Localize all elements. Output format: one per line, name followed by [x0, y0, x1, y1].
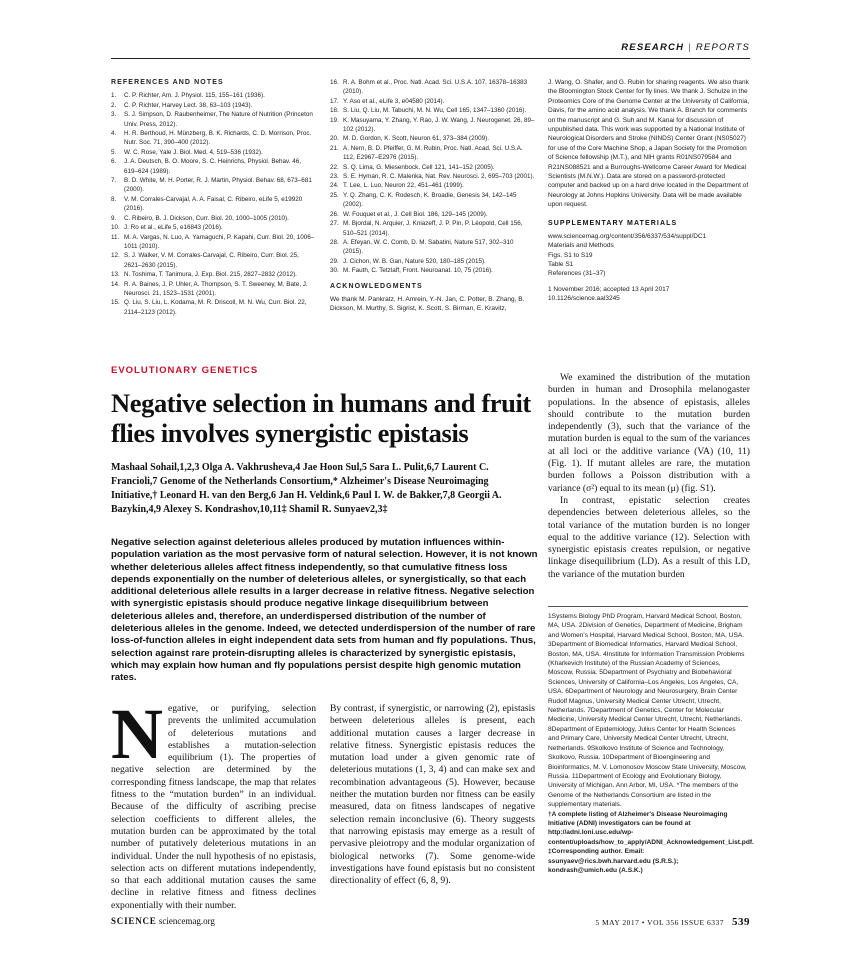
corresponding-author-note: ‡Corresponding author. Email: ssunyaev@rics.bwh.harvard.edu (S.R.S.); kondrash@umich.edu (A.S.K.)	[548, 848, 679, 874]
issue-info: 5 MAY 2017 • VOL 356 ISSUE 6337	[595, 918, 724, 927]
reference-text: C. Ribeiro, B. J. Dickson, Curr. Biol. 20, 1000–1005 (2010).	[124, 214, 289, 222]
reference-number: 5.	[111, 148, 117, 156]
reference-text: R. A. Bohm et al., Proc. Natl. Acad. Sci. U.S.A. 107, 16378–16383 (2010).	[343, 79, 528, 96]
reference-text: Y. Aso et al., eLife 3, e04580 (2014).	[343, 97, 445, 105]
reference-number: 24.	[330, 182, 339, 190]
reference-item	[330, 163, 535, 172]
reference-text: V. M. Corrales-Carvajal, A. A. Faisal, C. Ribeiro, eLife 5, e19920 (2016).	[124, 195, 303, 213]
reference-text: J. Cichon, W. B. Gan, Nature 520, 180–185 (2015).	[343, 257, 486, 265]
reference-number: 1.	[111, 92, 117, 100]
reference-item	[111, 214, 316, 223]
reference-item	[111, 157, 316, 176]
body-paragraph-3: We examined the distribution of the mutation burden in human and Drosophila melanogaster populations. In the absence of epistasis, alleles should contribute to the mutation burden independently (3), such that the variance of the mutation burden is equal to the sum of the variances at all loci or the additive variance (VA) (10, 11) (Fig. 1). If mutant alleles are rare, the mutation burden follows a Poisson distribution with a variance (σ²) equal to its mean (μ) (fig. S1).	[548, 372, 750, 494]
reference-item	[111, 101, 316, 110]
reference-text: H. R. Berthoud, H. Münzberg, B. K. Richards, C. D. Morrison, Proc. Nutr. Soc. 71, 390–400 (2012).	[124, 130, 312, 147]
reference-text: C. P. Richter, Harvey Lect. 38, 63–103 (1943).	[124, 101, 253, 109]
reference-number: 3.	[111, 111, 117, 119]
abstract: Negative selection against deleterious alleles produced by mutation influences within-population variation as the most pervasive form of natural selection. However, it is not known whether deleterious alleles affect fitness independently, so that cumulative fitness loss depends exponentially on the number of deleterious alleles, or synergistically, so that each additional deleterious allele results in a larger decrease in relative fitness. Negative selection with synergistic epistasis should produce negative linkage disequilibrium between deleterious alleles and, therefore, an underdispersed distribution of the number of deleterious alleles in the genome. Indeed, we detected underdispersion of the number of rare loss-of-function alleles in eight independent data sets from human and fly populations. Thus, selection against rare protein-disrupting alleles is characterized by synergistic epistasis, which may explain how human and fly populations persist despite high genomic mutation rates.	[111, 537, 538, 684]
reference-text: J. A. Deutsch, B. O. Moore, S. C. Heinrichs, Physiol. Behav. 46, 619–624 (1989).	[124, 158, 301, 175]
reference-item	[330, 257, 535, 266]
reference-item	[111, 129, 316, 148]
journal-site: sciencemag.org	[158, 916, 215, 926]
supplementary-line: Materials and Methods	[548, 242, 614, 250]
reference-text: R. A. Baines, J. P. Uhler, A. Thompson, S. T. Sweeney, M. Bate, J. Neurosci. 21, 1523–1531 (2001).	[124, 280, 308, 297]
supplementary-list	[548, 232, 750, 279]
reference-number: 17.	[330, 97, 339, 105]
reference-text: M. D. Gordon, K. Scott, Neuron 61, 373–384 (2009).	[343, 135, 489, 143]
reference-text: S. E. Hyman, R. C. Malenka, Nat. Rev. Neurosci. 2, 695–703 (2001).	[343, 173, 535, 181]
supplementary-line[interactable]: www.sciencemag.org/content/356/6337/534/suppl/DC1	[548, 232, 707, 240]
author-list: Mashaal Sohail,1,2,3 Olga A. Vakhrusheva,4 Jae Hoon Sul,5 Sara L. Pulit,6,7 Laurent C. Francioli,7 Genome of the Netherlands Consortium,* Alzheimer's Disease Neuroimaging Initiative,† Leonard H. van den Berg,6 Jan H. Veldink,6 Paul I. W. de Bakker,7,8 Georgii A. Bazykin,4,9 Alexey S. Kondrashov,10,11‡ Shamil R. Sunyaev2,3‡	[111, 462, 502, 515]
supplementary-line: Figs. S1 to S19	[548, 251, 593, 259]
reference-text: A. Efeyan, W. C. Comb, D. M. Sabatini, Nature 517, 302–310 (2015).	[343, 238, 514, 256]
reference-text: T. Lee, L. Luo, Neuron 22, 451–461 (1999).	[343, 182, 464, 190]
header-subsection: REPORTS	[695, 42, 750, 53]
reference-text: K. Masuyama, Y. Zhang, Y. Rao, J. W. Wang, J. Neurogenet. 26, 89–102 (2012).	[343, 116, 535, 134]
reference-item	[330, 97, 535, 106]
header-section: RESEARCH	[621, 42, 685, 53]
article-title: Negative selection in humans and fruit flies involves synergistic epistasis	[111, 388, 531, 448]
reference-item	[330, 191, 535, 210]
section-kicker: EVOLUTIONARY GENETICS	[111, 365, 259, 376]
reference-text: Q. Liu, S. Liu, L. Kodama, M. R. Driscoll, M. N. Wu, Curr. Biol. 22, 2114–2123 (2012).	[124, 299, 307, 316]
reference-item	[111, 110, 316, 129]
page-number: 539	[732, 916, 750, 928]
reference-item	[111, 223, 316, 232]
body-paragraph-1: egative, or purifying, selection prevents the unlimited accumulation of deleterious mutations and establishes a mutation-selection equilibrium (1). The properties of negative selection are determined by the corresponding fitness landscape, the map that relates fitness to the “mutation burden” in an individual. Because of the difficulty of ascribing precise selection coefficients to different alleles, the mutation burden can be approximated by the total number of putatively deleterious mutations in an individual. Under the null hypothesis of no epistasis, selection acts on different mutations independently, so that each additional mutation causes the same decline in relative fitness and fitness declines exponentially with their number.	[111, 703, 316, 911]
reference-item	[330, 172, 535, 181]
reference-number: 19.	[330, 116, 339, 124]
reference-number: 6.	[111, 158, 117, 166]
received-accepted-dates: 1 November 2016; accepted 13 April 2017	[548, 285, 670, 293]
drop-cap: N	[111, 694, 163, 774]
supplementary-heading: SUPPLEMENTARY MATERIALS	[548, 219, 678, 227]
reference-number: 13.	[111, 271, 120, 279]
reference-item	[330, 181, 535, 190]
reference-number: 14.	[111, 280, 120, 288]
reference-number: 21.	[330, 144, 339, 152]
reference-text: N. Toshima, T. Tanimura, J. Exp. Biol. 215, 2827–2832 (2012).	[124, 271, 297, 279]
supplementary-line: Table S1	[548, 260, 574, 268]
reference-item	[111, 298, 316, 317]
reference-item	[330, 78, 535, 97]
reference-item	[111, 195, 316, 214]
reference-item	[330, 144, 535, 163]
affiliations-rule	[548, 606, 748, 607]
body-column-3	[548, 372, 750, 581]
header-rule	[111, 58, 750, 59]
doi: 10.1126/science.aal3245	[548, 295, 620, 303]
reference-number: 28.	[330, 238, 339, 246]
reference-number: 12.	[111, 252, 120, 260]
reference-number: 9.	[111, 214, 117, 222]
reference-item	[330, 106, 535, 115]
reference-item	[330, 238, 535, 257]
header-separator: |	[688, 42, 692, 53]
reference-text: S. Liu, Q. Liu, M. Tabuchi, M. N. Wu, Cell 165, 1347–1360 (2016).	[343, 107, 527, 115]
reference-number: 8.	[111, 195, 117, 203]
page-footer	[111, 916, 750, 926]
reference-text: C. P. Richter, Am. J. Physiol. 115, 155–161 (1936).	[124, 92, 265, 100]
reference-item	[330, 210, 535, 219]
reference-item	[111, 280, 316, 299]
reference-number: 18.	[330, 107, 339, 115]
reference-item	[111, 91, 316, 100]
body-column-2	[330, 703, 535, 887]
journal-name: SCIENCE	[111, 916, 157, 926]
reference-item	[330, 219, 535, 238]
reference-number: 2.	[111, 101, 117, 109]
reference-number: 11.	[111, 233, 120, 241]
reference-text: Y. Q. Zhang, C. K. Rodesch, K. Broadie, Genesis 34, 142–145 (2002).	[343, 191, 517, 209]
reference-item	[111, 251, 316, 270]
reference-text: A. Nern, B. D. Pfeiffer, G. M. Rubin, Proc. Natl. Acad. Sci. U.S.A. 112, E2967–E2976 (2015).	[343, 144, 523, 162]
reference-number: 16.	[330, 79, 339, 86]
reference-text: M. A. Vargas, N. Luo, A. Yamaguchi, P. Kapahi, Curr. Biol. 20, 1006–1011 (2010).	[124, 233, 315, 250]
reference-item	[330, 134, 535, 143]
references-heading: REFERENCES AND NOTES	[111, 79, 224, 86]
reference-text: S. J. Walker, V. M. Corrales-Carvajal, C. Ribeiro, Curr. Biol. 25, 2621–2630 (2015).	[124, 252, 299, 269]
reference-text: S. J. Simpson, D. Raubenheimer, The Nature of Nutrition (Princeton Univ. Press, 2012).	[124, 111, 313, 128]
reference-number: 25.	[330, 191, 339, 199]
reference-number: 23.	[330, 173, 339, 181]
reference-number: 10.	[111, 224, 120, 232]
reference-item	[330, 116, 535, 135]
reference-number: 4.	[111, 130, 117, 138]
reference-number: 29.	[330, 257, 339, 265]
reference-text: J. Ro et al., eLife 5, e16843 (2016).	[124, 224, 223, 232]
body-paragraph-4: In contrast, epistatic selection creates dependencies between deleterious alleles, so the total variance of the mutation burden is no longer equal to the additive variance (12). Selection with synergistic epistasis creates repulsion, or negative linkage disequilibrium (LD). As a result of this LD, the variance of the mutation burden	[548, 494, 750, 580]
acknowledgments-heading: ACKNOWLEDGMENTS	[330, 282, 423, 290]
running-header	[621, 42, 750, 53]
reference-number: 7.	[111, 177, 117, 185]
reference-item	[330, 266, 535, 275]
reference-item	[111, 233, 316, 252]
references-column-2	[330, 78, 535, 314]
reference-number: 15.	[111, 299, 120, 307]
reference-item	[111, 148, 316, 157]
reference-text: W. Fouquet et al., J. Cell Biol. 186, 129–145 (2009).	[343, 210, 488, 218]
reference-text: W. C. Rose, Yale J. Biol. Med. 4, 519–536 (1932).	[124, 148, 263, 156]
reference-item	[111, 270, 316, 279]
affiliations-text: 1Systems Biology PhD Program, Harvard Medical School, Boston, MA, USA. 2Division of Genetics, Department of Medicine, Brigham and Women's Hospital, Harvard Medical School, Boston, MA, USA. 3Department of Biomedical Informatics, Harvard Medical School, Boston, MA, USA. 4Institute for Information Transmission Problems (Kharkevich Institute) of the Russian Academy of Sciences, Moscow, Russia. 5Department of Psychiatry and Biobehavioral Sciences, University of California–Los Angeles, Los Angeles, CA, USA. 6Department of Neurology and Neurosurgery, Brain Center Rudolf Magnus, University Medical Center Utrecht, Utrecht, Netherlands. 7Department of Genetics, Center for Molecular Medicine, University Medical Center Utrecht, Utrecht, Netherlands. 8Department of Epidemiology, Julius Center for Health Sciences and Primary Care, University Medical Center Utrecht, Utrecht, Netherlands. 9Skolkovo Institute of Science and Technology, Skolkovo, Russia. 10Department of Bioengineering and Bioinformatics, M. V. Lomonosov Moscow State University, Moscow, Russia. 11Department of Ecology and Evolutionary Biology, University of Michigan, Ann Arbor, MI, USA. *The members of the Genome of the Netherlands Consortium are listed in the supplementary materials.	[548, 613, 747, 809]
reference-number: 27.	[330, 220, 339, 228]
reference-text: B. D. White, M. H. Porter, R. J. Martin, Physiol. Behav. 68, 673–681 (2000).	[124, 177, 312, 194]
reference-text: M. Fauth, C. Tetzlaff, Front. Neuroanat. 10, 75 (2016).	[343, 267, 493, 275]
reference-text: S. Q. Lima, G. Miesenbock, Cell 121, 141–152 (2005).	[343, 163, 495, 171]
acknowledgments-continued: J. Wang, O. Shafer, and G. Rubin for sharing reagents. We also thank the Bloomington Stock Center for fly lines. We thank J. Schulze in the Proteomics Core of the Genome Center at the University of California, Davis, for the amino acid analysis. We thank A. Branch for comments on the manuscript and G. Suh and M. Kanai for discussion of unpublished data. This work was supported by a National Institute of Neurological Disorders and Stroke (NINDS) Center Grant (NS05027) for use of the Core Machine Shop, a Japan Society for the Promotion of Science fellowship (M.T.), and NIH grants R01NS079584 and R21NS088521 and a Burroughs-Wellcome Career Award for Medical Scientists (M.N.W.). Data are stored on a password-protected computer and backed up on a hard drive located in the Department of Neurology at Johns Hopkins University. Data will be made available upon request.	[548, 79, 750, 209]
reference-number: 22.	[330, 163, 339, 171]
body-column-1	[111, 694, 316, 912]
reference-number: 30.	[330, 267, 339, 275]
reference-item	[111, 176, 316, 195]
body-paragraph-2: By contrast, if synergistic, or narrowing (2), epistasis between deleterious alleles is present, each additional mutation causes a larger decrease in relative fitness. Synergistic epistasis reduces the mutation load under a given genomic rate of deleterious mutations (1, 3, 4) and can make sex and recombination advantageous (5). However, because neither the mutation burden nor fitness can be easily measured, data on fitness landscapes of negative selection remain inconclusive (6). Theory suggests that narrowing epistasis may emerge as a result of pervasive pleiotropy and the modular organization of biological networks (7). Some genome-wide investigations have found epistasis but no consistent directionality of effect (6, 8, 9).	[330, 703, 535, 887]
supplementary-line: References (31–37)	[548, 270, 606, 278]
acknowledgments-text: We thank M. Pankratz, H. Amrein, Y.-N. Jan, C. Potter, B. Zhang, B. Dickson, M. Murthy, S. Sigrist, K. Scott, S. Birman, E. Kravitz,	[330, 295, 525, 313]
reference-number: 20.	[330, 135, 339, 143]
references-column-1	[111, 78, 316, 317]
adni-note: †A complete listing of Alzheimer's Disease Neuroimaging Initiative (ADNI) investigators can be found at http://adni.loni.usc.edu/wp-content/uploads/how_to_apply/ADNI_Acknowledgement_List.pdf.	[548, 810, 754, 846]
reference-text: M. Bjordal, N. Arquier, J. Kniazeff, J. P. Pin, P. Léopold, Cell 156, 510–521 (2014).	[343, 220, 523, 237]
acknowledgments-continued-column	[548, 78, 750, 304]
reference-number: 26.	[330, 210, 339, 218]
affiliations	[548, 612, 754, 875]
